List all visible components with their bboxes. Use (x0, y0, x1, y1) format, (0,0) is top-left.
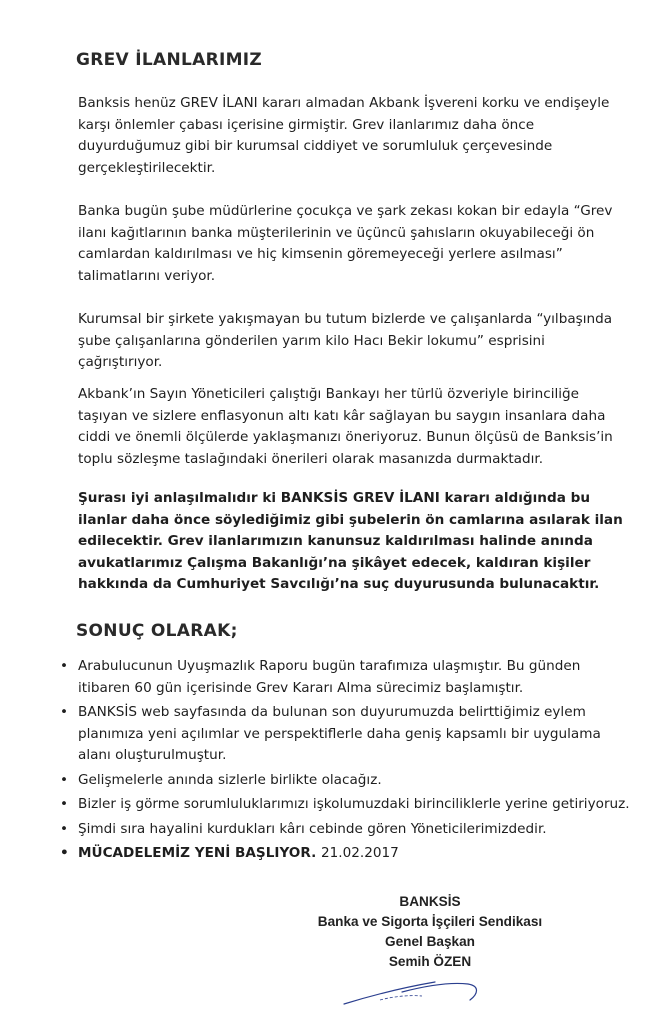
list-item (60, 819, 630, 841)
final-slogan: MÜCADELEMİZ YENİ BAŞLIYOR. (78, 845, 317, 861)
handwritten-signature-icon (340, 966, 490, 1011)
conclusion-list (60, 656, 630, 868)
list-item-final (60, 843, 630, 865)
bullet-icon: • (60, 771, 69, 788)
org-full-name: Banka ve Sigorta İşçileri Sendikası (317, 914, 543, 929)
list-item-text: Şimdi sıra hayalini kurdukları kârı cebinde gören Yöneticilerimizdedir. (78, 820, 547, 837)
conclusion-heading: SONUÇ OLARAK; (76, 621, 238, 641)
list-item-text: Arabulucunun Uyuşmazlık Raporu bugün tarafımıza ulaşmıştır. Bu günden itibaren 60 gün içerisinde Grev Kararı Alma sürecimiz başlamıştır. (78, 658, 581, 696)
bullet-icon: • (60, 820, 69, 837)
bullet-icon: • (60, 658, 69, 674)
paragraph-3: Kurumsal bir şirkete yakışmayan bu tutum bizlerde ve çalışanlarda “yılbaşında şube çalışanlarına gönderilen yarım kilo Hacı Bekir lokumu” esprisini çağrıştırıyor. (78, 311, 613, 370)
list-item (60, 770, 630, 792)
list-item-text: Gelişmelerle anında sizlerle birlikte olacağız. (78, 771, 382, 788)
warning-paragraph: Şurası iyi anlaşılmalıdır ki BANKSİS GREV İLANI kararı aldığında bu ilanlar daha önce söylediğimiz gibi şubelerin ön camlarına asılarak ilan edilecektir. Grev ilanlarımızın kanunsuz kaldırılması halinde anında avukatlarımız Çalışma Bakanlığı’na şikâyet edecek, kaldıran kişiler hakkında da Cumhuriyet Savcılığı’na suç duyurusunda bulunacaktır. (78, 490, 623, 592)
paragraph-4: Akbank’ın Sayın Yöneticileri çalıştığı Bankayı her türlü özveriyle birinciliğe taşıyan ve sizlere enflasyonun altı katı kâr sağlayan bu saygın insanlara daha ciddi ve önemli ölçülerde yaklaşmanızı öneriyoruz. Bunun ölçüsü de Banksis’in toplu sözleşme taslağındaki önerileri olarak masanızda durmaktadır. (78, 386, 613, 467)
bullet-icon: • (60, 704, 69, 720)
signature-block (290, 892, 570, 972)
bullet-icon: • (60, 796, 69, 812)
signer-role: Genel Başkan (385, 934, 475, 949)
bullet-icon: • (60, 845, 69, 861)
org-short-name: BANKSİS (399, 894, 461, 909)
document-date: 21.02.2017 (320, 845, 399, 861)
list-item (60, 702, 630, 767)
paragraph-2: Banka bugün şube müdürlerine çocukça ve şark zekası kokan bir edayla “Grev ilanı kağıtlarının banka müşterilerinin ve üçüncü şahısların okuyabileceği ön camlardan kaldırılması ve hiç kimsenin göremeyeceği yerlere asılması” talimatlarını veriyor. (78, 203, 613, 284)
list-item-text: BANKSİS web sayfasında da bulunan son duyurumuzda belirttiğimiz eylem planımıza yeni açılımlar ve perspektiflerle daha geniş kapsamlı bir uygulama alanı oluşturulmuştur. (78, 704, 601, 763)
list-item (60, 656, 630, 699)
list-item (60, 794, 630, 816)
signer-name: Semih ÖZEN (388, 954, 472, 969)
list-item-text: Bizler iş görme sorumluluklarımızı işkolumuzdaki birinciliklerle yerine getiriyoruz. (78, 796, 630, 812)
page-title: GREV İLANLARIMIZ (76, 50, 263, 70)
paragraph-1: Banksis henüz GREV İLANI kararı almadan Akbank İşvereni korku ve endişeyle karşı önlemler çabası içerisine girmiştir. Grev ilanlarımız daha önce duyurduğumuz gibi bir kurumsal ciddiyet ve sorumluluk çerçevesinde gerçekleştirilecektir. (78, 95, 610, 176)
